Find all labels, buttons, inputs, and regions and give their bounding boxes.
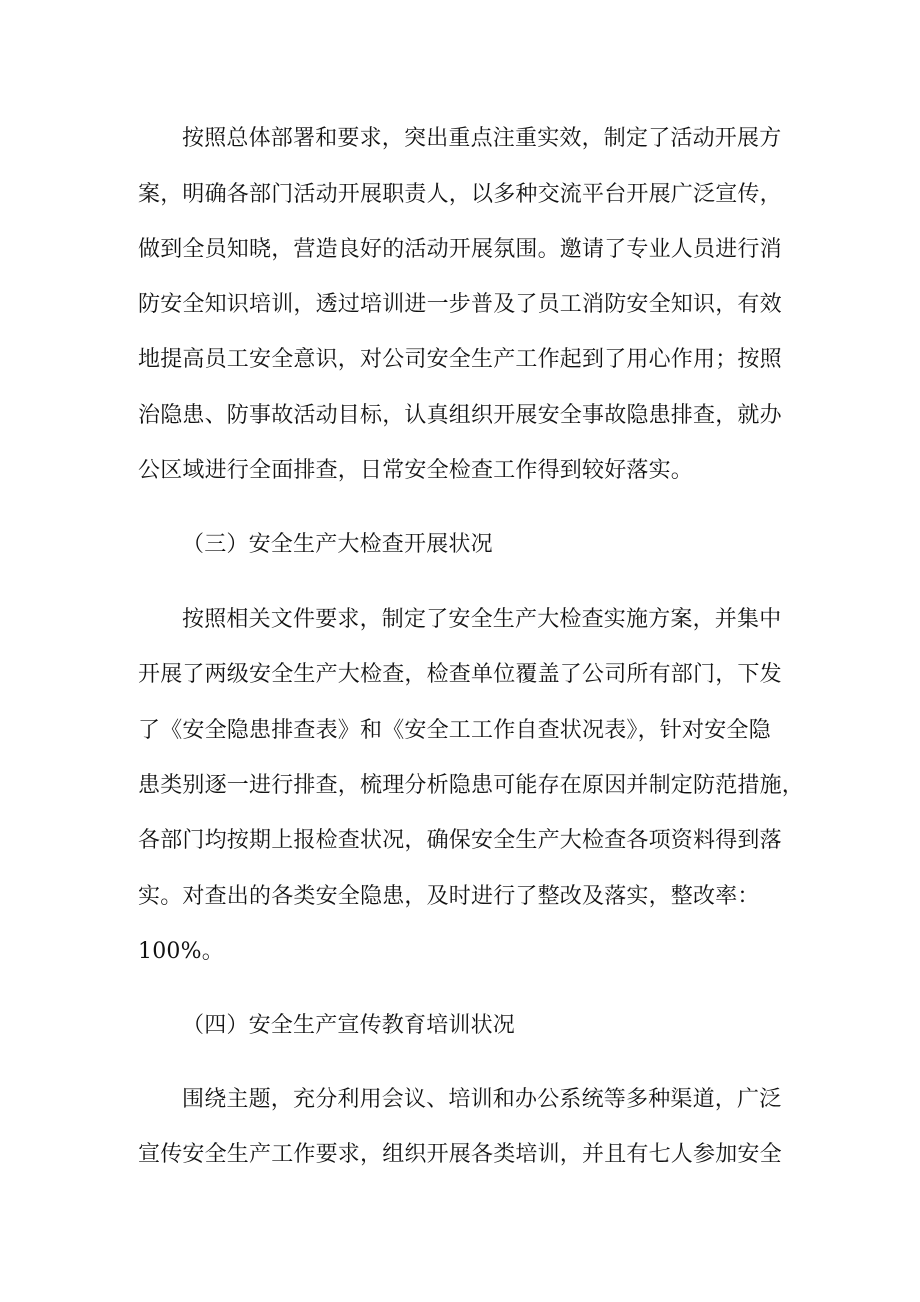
paragraph-2-line-3: 了《安全隐患排查表》和《安全工工作自查状况表》，针对安全隐 [138,718,771,743]
paragraph-1-line-6: 治隐患、防事故活动目标，认真组织开展安全事故隐患排查，就办 [138,403,782,428]
paragraph-2-line-1: 按照相关文件要求，制定了安全生产大检查实施方案，并集中 [182,607,782,632]
paragraph-2-line-7: 100%。 [138,939,224,964]
paragraph-2-line-2: 开展了两级安全生产大检查，检查单位覆盖了公司所有部门，下发 [138,662,782,687]
paragraph-1-line-7: 公区域进行全面排查，日常安全检查工作得到较好落实。 [138,458,694,483]
paragraph-1-line-5: 地提高员工安全意识，对公司安全生产工作起到了用心作用；按照 [138,347,782,372]
paragraph-1-line-4: 防安全知识培训，透过培训进一步普及了员工消防安全知识，有效 [138,292,782,317]
paragraph-2-line-6: 实。对查出的各类安全隐患，及时进行了整改及落实，整改率： [138,884,760,909]
paragraph-1-line-2: 案，明确各部门活动开展职责人，以多种交流平台开展广泛宣传， [138,182,782,207]
paragraph-3-line-1: 围绕主题，充分利用会议、培训和办公系统等多种渠道，广泛 [182,1087,782,1112]
paragraph-1-line-3: 做到全员知晓，营造良好的活动开展氛围。邀请了专业人员进行消 [138,237,782,262]
paragraph-2-line-4: 患类别逐一进行排查，梳理分析隐患可能存在原因并制定防范措施， [138,773,805,798]
paragraph-2-line-5: 各部门均按期上报检查状况，确保安全生产大检查各项资料得到落 [138,828,782,853]
paragraph-3-line-2: 宣传安全生产工作要求，组织开展各类培训，并且有七人参加安全 [138,1142,782,1167]
section-heading-3: （三）安全生产大检查开展状况 [182,532,493,557]
section-heading-4: （四）安全生产宣传教育培训状况 [182,1013,516,1038]
paragraph-1-line-1: 按照总体部署和要求，突出重点注重实效，制定了活动开展方 [182,126,782,151]
